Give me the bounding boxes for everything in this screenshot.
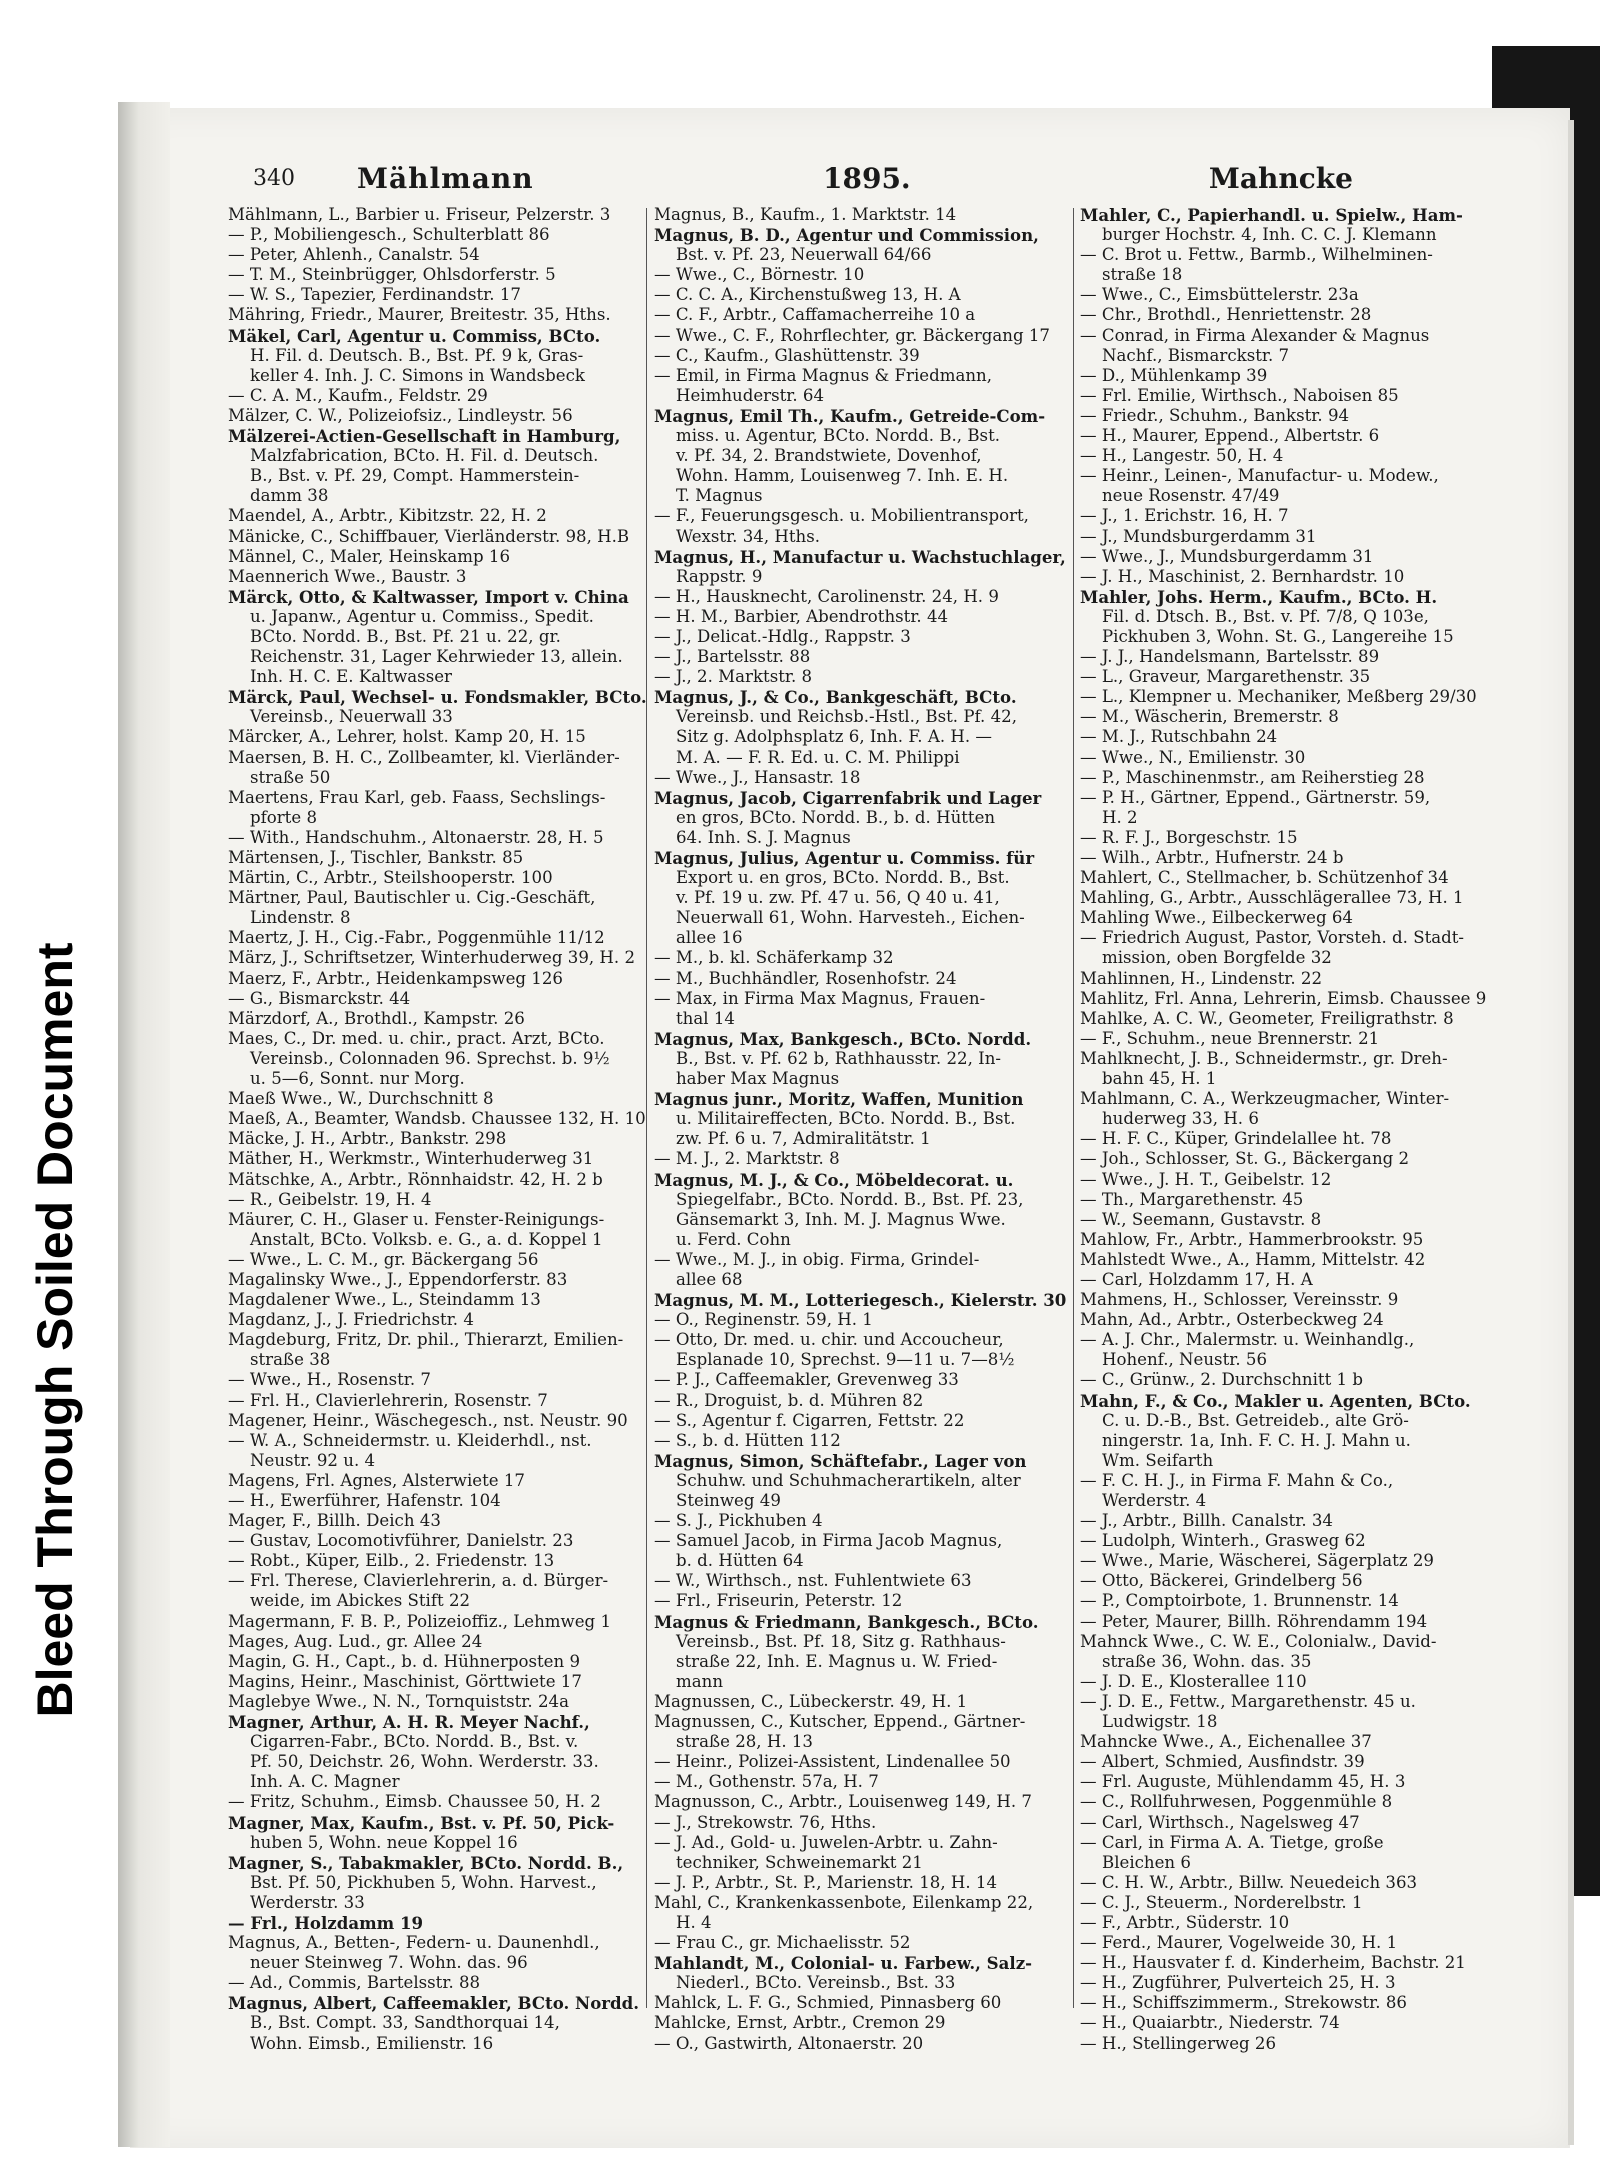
- directory-entry-line: Hohenf., Neustr. 56: [1102, 1350, 1268, 1370]
- directory-entry-line: Neustr. 92 u. 4: [250, 1450, 376, 1470]
- directory-entry-line: — H. M., Barbier, Abendrothstr. 44: [654, 606, 949, 626]
- directory-entry-line: Mäkel, Carl, Agentur u. Commiss, BCto.: [228, 325, 601, 346]
- directory-entry-line: straße 50: [250, 767, 331, 787]
- directory-entry-line: Magins, Heinr., Maschinist, Görttwiete 17: [228, 1671, 582, 1691]
- directory-entry-line: Anstalt, BCto. Volksb. e. G., a. d. Koppel 1: [250, 1229, 603, 1249]
- directory-entry-line: Pf. 50, Deichstr. 26, Wohn. Werderstr. 33.: [250, 1752, 599, 1772]
- directory-entry-line: Maerz, F., Arbtr., Heidenkampsweg 126: [228, 968, 563, 988]
- directory-entry-line: Mahler, C., Papierhandl. u. Spielw., Ham-: [1080, 205, 1463, 225]
- directory-entry-line: — M., Gothenstr. 57a, H. 7: [654, 1772, 879, 1792]
- directory-entry-line: straße 18: [1102, 265, 1183, 285]
- directory-entry-line: — F., Arbtr., Süderstr. 10: [1080, 1912, 1290, 1932]
- directory-entry-line: — Ferd., Maurer, Vogelweide 30, H. 1: [1080, 1933, 1398, 1953]
- directory-entry-line: — P., Maschinenmstr., am Reiherstieg 28: [1080, 767, 1425, 787]
- directory-column-2: [654, 205, 1072, 2054]
- directory-entry-line: haber Max Magnus: [676, 1069, 840, 1089]
- directory-entry-line: Magner, Arthur, A. H. R. Meyer Nachf.,: [228, 1712, 590, 1733]
- directory-entry-line: Lindenstr. 8: [250, 908, 351, 928]
- directory-entry-line: Wm. Seifarth: [1102, 1450, 1214, 1470]
- directory-entry-line: — Otto, Dr. med. u. chir. und Accoucheur,: [654, 1330, 1004, 1350]
- directory-entry-line: Magnus, B., Kaufm., 1. Marktstr. 14: [654, 205, 957, 224]
- directory-entry-line: — Wwe., C. F., Rohrflechter, gr. Bäckergang 17: [654, 325, 1050, 345]
- directory-entry-line: — Wwe., H., Rosenstr. 7: [228, 1370, 431, 1390]
- directory-entry-line: Maennerich Wwe., Baustr. 3: [228, 566, 467, 586]
- directory-entry-line: u. Ferd. Cohn: [676, 1229, 791, 1249]
- directory-entry-line: Wohn. Eimsb., Emilienstr. 16: [250, 2033, 494, 2053]
- directory-entry-line: — P. J., Caffeemakler, Grevenweg 33: [654, 1370, 959, 1390]
- directory-entry-line: M. A. — F. R. Ed. u. C. M. Philippi: [676, 747, 960, 767]
- directory-entry-line: Magnus & Friedmann, Bankgesch., BCto.: [654, 1611, 1039, 1632]
- page-header: [253, 160, 1353, 200]
- directory-entry-line: Nachf., Bismarckstr. 7: [1102, 345, 1290, 365]
- directory-entry-line: Rappstr. 9: [676, 566, 763, 586]
- directory-entry-line: Maeß Wwe., W., Durchschnitt 8: [228, 1089, 494, 1109]
- directory-entry-line: — M. J., Rutschbahn 24: [1080, 727, 1278, 747]
- directory-entry-line: H. 4: [676, 1912, 712, 1932]
- directory-entry-line: — J. J., Handelsmann, Bartelsstr. 89: [1080, 647, 1380, 667]
- directory-entry-line: — M., b. kl. Schäferkamp 32: [654, 948, 894, 968]
- directory-column-1: [228, 205, 658, 2054]
- directory-entry-line: — Frl., Friseurin, Peterstr. 12: [654, 1591, 903, 1611]
- directory-entry-line: — Frl. Auguste, Mühlendamm 45, H. 3: [1080, 1772, 1406, 1792]
- directory-entry-line: — C. H. W., Arbtr., Billw. Neuedeich 363: [1080, 1872, 1418, 1892]
- directory-entry-line: — G., Bismarckstr. 44: [228, 988, 411, 1008]
- directory-entry-line: — Frl., Holzdamm 19: [228, 1912, 424, 1933]
- directory-entry-line: Magnus, M. M., Lotteriegesch., Kielerstr. 30: [654, 1290, 1067, 1311]
- page-edge: [1568, 120, 1574, 2145]
- directory-entry-line: — Ludolph, Winterh., Grasweg 62: [1080, 1531, 1366, 1551]
- directory-entry-line: — R., Geibelstr. 19, H. 4: [228, 1189, 432, 1209]
- directory-entry-line: — Conrad, in Firma Alexander & Magnus: [1080, 325, 1430, 345]
- directory-entry-line: zw. Pf. 6 u. 7, Admiralitätstr. 1: [676, 1129, 931, 1149]
- directory-entry-line: — C. A. M., Kaufm., Feldstr. 29: [228, 385, 488, 405]
- directory-entry-line: — Albert, Schmied, Ausfindstr. 39: [1080, 1752, 1365, 1772]
- directory-entry-line: Magnus, Simon, Schäftefabr., Lager von: [654, 1450, 1027, 1471]
- directory-entry-line: Männel, C., Maler, Heinskamp 16: [228, 546, 511, 566]
- directory-entry-line: — H., Stellingerweg 26: [1080, 2033, 1277, 2053]
- directory-entry-line: — C., Rollfuhrwesen, Poggenmühle 8: [1080, 1792, 1393, 1812]
- directory-entry-line: v. Pf. 19 u. zw. Pf. 47 u. 56, Q 40 u. 41,: [676, 888, 1000, 908]
- directory-entry-line: Fil. d. Dtsch. B., Bst. v. Pf. 7/8, Q 103e,: [1102, 606, 1429, 626]
- directory-entry-line: H. Fil. d. Deutsch. B., Bst. Pf. 9 k, Gras-: [250, 345, 584, 365]
- directory-entry-line: Magnus, Max, Bankgesch., BCto. Nordd.: [654, 1028, 1032, 1049]
- directory-entry-line: — Carl, Holzdamm 17, H. A: [1080, 1269, 1313, 1289]
- directory-entry-line: Magermann, F. B. P., Polizeioffiz., Lehmweg 1: [228, 1611, 612, 1631]
- directory-entry-line: — W. S., Tapezier, Ferdinandstr. 17: [228, 285, 521, 305]
- directory-entry-line: Vereinsb. und Reichsb.-Hstl., Bst. Pf. 42,: [676, 707, 1017, 727]
- directory-entry-line: Gänsemarkt 3, Inh. M. J. Magnus Wwe.: [676, 1209, 1006, 1229]
- directory-entry-line: keller 4. Inh. J. C. Simons in Wandsbeck: [250, 365, 585, 385]
- directory-entry-line: — H., Quaiarbtr., Niederstr. 74: [1080, 2013, 1340, 2033]
- directory-entry-line: Spiegelfabr., BCto. Nordd. B., Bst. Pf. 23,: [676, 1189, 1024, 1209]
- directory-entry-line: Mahncke Wwe., A., Eichenallee 37: [1080, 1732, 1372, 1752]
- directory-entry-line: — C. C. A., Kirchenstußweg 13, H. A: [654, 285, 961, 305]
- directory-entry-line: Mätschke, A., Arbtr., Rönnhaidstr. 42, H. 2 b: [228, 1169, 603, 1189]
- directory-entry-line: Magnus, Emil Th., Kaufm., Getreide-Com-: [654, 405, 1046, 426]
- directory-entry-line: Mahlert, C., Stellmacher, b. Schützenhof 34: [1080, 868, 1449, 888]
- directory-entry-line: März, J., Schriftsetzer, Winterhuderweg 39, H. 2: [228, 948, 636, 968]
- directory-entry-line: straße 28, H. 13: [676, 1732, 813, 1752]
- directory-entry-line: v. Pf. 34, 2. Brandstwiete, Dovenhof,: [676, 446, 982, 466]
- directory-entry-line: u. Japanw., Agentur u. Commiss., Spedit.: [250, 606, 594, 626]
- directory-entry-line: — Frau C., gr. Michaelisstr. 52: [654, 1933, 911, 1953]
- left-catchword: Mählmann: [357, 162, 534, 195]
- directory-entry-line: Märtner, Paul, Bautischler u. Cig.-Geschäft,: [228, 888, 596, 908]
- directory-entry-line: — Friedr., Schuhm., Bankstr. 94: [1080, 405, 1350, 425]
- directory-entry-line: weide, im Abickes Stift 22: [250, 1591, 471, 1611]
- directory-entry-line: miss. u. Agentur, BCto. Nordd. B., Bst.: [676, 426, 1001, 446]
- directory-entry-line: — H. F. C., Küper, Grindelallee ht. 78: [1080, 1129, 1392, 1149]
- directory-entry-line: neuer Steinweg 7. Wohn. das. 96: [250, 1953, 528, 1973]
- directory-entry-line: straße 22, Inh. E. Magnus u. W. Fried-: [676, 1651, 998, 1671]
- directory-entry-line: burger Hochstr. 4, Inh. C. C. J. Klemann: [1102, 225, 1437, 245]
- directory-entry-line: — Wwe., N., Emilienstr. 30: [1080, 747, 1306, 767]
- directory-entry-line: — J., Bartelsstr. 88: [654, 647, 811, 667]
- directory-entry-line: — H., Ewerführer, Hafenstr. 104: [228, 1491, 501, 1510]
- directory-entry-line: Mählmann, L., Barbier u. Friseur, Pelzerstr. 3: [228, 205, 611, 224]
- directory-entry-line: — Frl. H., Clavierlehrerin, Rosenstr. 7: [228, 1390, 548, 1410]
- directory-entry-line: — J., Strekowstr. 76, Hths.: [654, 1812, 877, 1832]
- directory-entry-line: — Friedrich August, Pastor, Vorsteh. d. Stadt-: [1080, 928, 1465, 948]
- directory-entry-line: Neuerwall 61, Wohn. Harvesteh., Eichen-: [676, 908, 1025, 928]
- directory-entry-line: Magalinsky Wwe., J., Eppendorferstr. 83: [228, 1269, 568, 1289]
- directory-entry-line: Mahling Wwe., Eilbeckerweg 64: [1080, 908, 1353, 928]
- directory-entry-line: — J. D. E., Klosterallee 110: [1080, 1671, 1307, 1691]
- directory-entry-line: Mähring, Friedr., Maurer, Breitestr. 35, Hths.: [228, 305, 611, 325]
- directory-entry-line: Mänicke, C., Schiffbauer, Vierländerstr. 98, H.B: [228, 526, 630, 546]
- directory-entry-line: b. d. Hütten 64: [676, 1551, 804, 1571]
- directory-entry-line: — Gustav, Locomotivführer, Danielstr. 23: [228, 1531, 574, 1551]
- directory-entry-line: Magens, Frl. Agnes, Alsterwiete 17: [228, 1470, 525, 1490]
- directory-entry-line: — P., Comptoirbote, 1. Brunnenstr. 14: [1080, 1591, 1399, 1611]
- directory-entry-line: — Th., Margarethenstr. 45: [1080, 1189, 1304, 1209]
- directory-entry-line: — S., Agentur f. Cigarren, Fettstr. 22: [654, 1410, 965, 1430]
- directory-entry-line: — Heinr., Leinen-, Manufactur- u. Modew.,: [1080, 466, 1439, 486]
- directory-entry-line: allee 16: [676, 928, 743, 948]
- directory-entry-line: neue Rosenstr. 47/49: [1102, 486, 1280, 506]
- directory-entry-line: allee 68: [676, 1269, 743, 1289]
- directory-entry-line: — Wwe., M. J., in obig. Firma, Grindel-: [654, 1249, 980, 1269]
- directory-entry-line: Maes, C., Dr. med. u. chir., pract. Arzt, BCto.: [228, 1028, 605, 1048]
- directory-entry-line: Mahlandt, M., Colonial- u. Farbew., Salz-: [654, 1953, 1033, 1974]
- directory-entry-line: Pickhuben 3, Wohn. St. G., Langereihe 15: [1102, 626, 1454, 646]
- directory-entry-line: Niederl., BCto. Vereinsb., Bst. 33: [676, 1973, 956, 1993]
- directory-entry-line: Maeß, A., Beamter, Wandsb. Chaussee 132, H. 10: [228, 1109, 646, 1129]
- directory-entry-line: — M., Buchhändler, Rosenhofstr. 24: [654, 968, 957, 988]
- directory-entry-line: Mäurer, C. H., Glaser u. Fenster-Reinigungs-: [228, 1209, 605, 1229]
- directory-entry-line: Maglebye Wwe., N. N., Tornquiststr. 24a: [228, 1691, 569, 1711]
- directory-entry-line: — S. J., Pickhuben 4: [654, 1511, 823, 1531]
- directory-entry-line: Ludwigstr. 18: [1102, 1712, 1218, 1732]
- directory-entry-line: Inh. A. C. Magner: [250, 1772, 400, 1792]
- directory-entry-line: — J. Ad., Gold- u. Juwelen-Arbtr. u. Zahn-: [654, 1832, 998, 1852]
- directory-entry-line: Bleichen 6: [1102, 1852, 1191, 1872]
- directory-entry-line: — F., Schuhm., neue Brennerstr. 21: [1080, 1028, 1380, 1048]
- directory-entry-line: — Frl. Therese, Clavierlehrerin, a. d. Bürger-: [228, 1571, 609, 1591]
- directory-entry-line: Magnus, Jacob, Cigarrenfabrik und Lager: [654, 787, 1042, 808]
- directory-entry-line: u. Militaireffecten, BCto. Nordd. B., Bst.: [676, 1109, 1016, 1129]
- directory-entry-line: Mahlow, Fr., Arbtr., Hammerbrookstr. 95: [1080, 1229, 1424, 1249]
- directory-entry-line: Magener, Heinr., Wäschegesch., nst. Neustr. 90: [228, 1410, 628, 1430]
- directory-entry-line: — M. J., 2. Marktstr. 8: [654, 1149, 840, 1169]
- directory-entry-line: techniker, Schweinemarkt 21: [676, 1852, 923, 1872]
- directory-entry-line: Mager, F., Billh. Deich 43: [228, 1511, 441, 1531]
- directory-entry-line: — Emil, in Firma Magnus & Friedmann,: [654, 365, 992, 385]
- directory-entry-line: Mahlknecht, J. B., Schneidermstr., gr. Dreh-: [1080, 1048, 1448, 1068]
- directory-entry-line: — J. P., Arbtr., St. P., Marienstr. 18, H. 14: [654, 1872, 998, 1892]
- directory-entry-line: — D., Mühlenkamp 39: [1080, 365, 1268, 385]
- condition-stamp: [0, 0, 110, 1780]
- directory-entry-line: u. 5—6, Sonnt. nur Morg.: [250, 1069, 465, 1089]
- directory-entry-line: Märtin, C., Arbtr., Steilshooperstr. 100: [228, 868, 553, 888]
- directory-entry-line: damm 38: [250, 486, 329, 506]
- directory-entry-line: — Wwe., J., Hansastr. 18: [654, 767, 861, 787]
- directory-entry-line: Magdanz, J., J. Friedrichstr. 4: [228, 1310, 474, 1330]
- directory-entry-line: — Wwe., C., Eimsbüttelerstr. 23a: [1080, 285, 1359, 305]
- directory-entry-line: — H., Hausknecht, Carolinenstr. 24, H. 9: [654, 586, 999, 606]
- directory-entry-line: C. u. D.-B., Bst. Getreideb., alte Grö-: [1102, 1410, 1409, 1430]
- directory-entry-line: Mahling, G., Arbtr., Ausschlägerallee 73, H. 1: [1080, 888, 1464, 908]
- directory-entry-line: bahn 45, H. 1: [1102, 1069, 1217, 1089]
- directory-entry-line: pforte 8: [250, 807, 318, 827]
- directory-entry-line: — J., Arbtr., Billh. Canalstr. 34: [1080, 1511, 1333, 1531]
- directory-entry-line: Märzdorf, A., Brothdl., Kampstr. 26: [228, 1008, 525, 1028]
- directory-entry-line: — W., Wirthsch., nst. Fuhlentwiete 63: [654, 1571, 972, 1591]
- directory-entry-line: Mahlinnen, H., Lindenstr. 22: [1080, 968, 1323, 988]
- directory-entry-line: Vereinsb., Neuerwall 33: [250, 707, 453, 727]
- directory-entry-line: Mahlmann, C. A., Werkzeugmacher, Winter-: [1080, 1089, 1450, 1109]
- directory-entry-line: — Chr., Brothdl., Henriettenstr. 28: [1080, 305, 1372, 325]
- directory-entry-line: — R. F. J., Borgeschstr. 15: [1080, 827, 1298, 847]
- directory-entry-line: — Robt., Küper, Eilb., 2. Friedenstr. 13: [228, 1551, 555, 1571]
- directory-entry-line: Maertz, J. H., Cig.-Fabr., Poggenmühle 11/12: [228, 928, 605, 948]
- directory-entry-line: Magnus, M. J., & Co., Möbeldecorat. u.: [654, 1169, 1014, 1190]
- directory-entry-line: Magdeburg, Fritz, Dr. phil., Thierarzt, Emilien-: [228, 1330, 624, 1350]
- directory-entry-line: ningerstr. 1a, Inh. F. C. H. J. Mahn u.: [1102, 1430, 1411, 1450]
- directory-entry-line: Steinweg 49: [676, 1491, 781, 1510]
- directory-entry-line: — W. A., Schneidermstr. u. Kleiderhdl., nst.: [228, 1430, 592, 1450]
- directory-entry-line: Magnus, Julius, Agentur u. Commiss. für: [654, 848, 1035, 868]
- directory-entry-line: Magner, Max, Kaufm., Bst. v. Pf. 50, Pick-: [228, 1812, 615, 1833]
- directory-entry-line: — Heinr., Polizei-Assistent, Lindenallee 50: [654, 1752, 1011, 1772]
- directory-entry-line: Bst. Pf. 50, Pickhuben 5, Wohn. Harvest.,: [250, 1872, 597, 1892]
- directory-entry-line: Mahn, Ad., Arbtr., Osterbeckweg 24: [1080, 1310, 1384, 1330]
- directory-entry-line: — F. C. H. J., in Firma F. Mahn & Co.,: [1080, 1470, 1394, 1490]
- directory-entry-line: — Fritz, Schuhm., Eimsb. Chaussee 50, H. 2: [228, 1792, 601, 1812]
- directory-entry-line: — H., Zugführer, Pulverteich 25, H. 3: [1080, 1973, 1396, 1993]
- directory-entry-line: Wohn. Hamm, Louisenweg 7. Inh. E. H.: [676, 466, 1009, 486]
- directory-entry-line: Maendel, A., Arbtr., Kibitzstr. 22, H. 2: [228, 506, 547, 526]
- directory-entry-line: — T. M., Steinbrügger, Ohlsdorferstr. 5: [228, 265, 556, 285]
- directory-entry-line: Mahlcke, Ernst, Arbtr., Cremon 29: [654, 2013, 946, 2033]
- directory-entry-line: Mahler, Johs. Herm., Kaufm., BCto. H.: [1080, 586, 1438, 607]
- directory-entry-line: 64. Inh. S. J. Magnus: [676, 827, 851, 847]
- directory-entry-line: en gros, BCto. Nordd. B., b. d. Hütten: [676, 807, 996, 827]
- directory-entry-line: straße 36, Wohn. das. 35: [1102, 1651, 1312, 1671]
- directory-entry-line: Heimhuderstr. 64: [676, 385, 825, 405]
- directory-entry-line: Magin, G. H., Capt., b. d. Hühnerposten 9: [228, 1651, 581, 1671]
- directory-entry-line: — Max, in Firma Max Magnus, Frauen-: [654, 988, 986, 1008]
- directory-entry-line: — P. H., Gärtner, Eppend., Gärtnerstr. 59,: [1080, 787, 1431, 807]
- book-binding: [118, 102, 170, 2147]
- directory-entry-line: Magdalener Wwe., L., Steindamm 13: [228, 1290, 541, 1310]
- directory-entry-line: straße 38: [250, 1350, 331, 1370]
- directory-entry-line: — F., Feuerungsgesch. u. Mobilientransport,: [654, 506, 1029, 526]
- directory-entry-line: Maersen, B. H. C., Zollbeamter, kl. Vierländer-: [228, 747, 620, 767]
- directory-entry-line: Märtensen, J., Tischler, Bankstr. 85: [228, 848, 524, 867]
- directory-column-3: [1080, 205, 1506, 2054]
- directory-entry-line: Mahlstedt Wwe., A., Hamm, Mittelstr. 42: [1080, 1249, 1426, 1269]
- directory-entry-line: mission, oben Borgfelde 32: [1102, 948, 1332, 968]
- directory-entry-line: Magnus, B. D., Agentur und Commission,: [654, 225, 1039, 246]
- directory-entry-line: — Wwe., Marie, Wäscherei, Sägerplatz 29: [1080, 1551, 1434, 1571]
- directory-entry-line: — A. J. Chr., Malermstr. u. Weinhandlg.,: [1080, 1330, 1415, 1350]
- directory-entry-line: — Carl, in Firma A. A. Tietge, große: [1080, 1832, 1384, 1852]
- directory-entry-line: Schuhw. und Schuhmacherartikeln, alter: [676, 1470, 1021, 1490]
- directory-entry-line: Inh. H. C. E. Kaltwasser: [250, 667, 452, 687]
- directory-entry-line: — Peter, Maurer, Billh. Röhrendamm 194: [1080, 1611, 1428, 1631]
- directory-entry-line: — W., Seemann, Gustavstr. 8: [1080, 1209, 1322, 1229]
- directory-entry-line: huderweg 33, H. 6: [1102, 1109, 1259, 1129]
- directory-entry-line: Magnus, H., Manufactur u. Wachstuchlager,: [654, 546, 1066, 567]
- directory-entry-line: Sitz g. Adolphsplatz 6, Inh. F. A. H. —: [676, 727, 992, 747]
- directory-entry-line: Mälzer, C. W., Polizeiofsiz., Lindleystr. 56: [228, 405, 573, 425]
- directory-entry-line: Vereinsb., Colonnaden 96. Sprechst. b. 9½: [250, 1048, 610, 1068]
- directory-entry-line: Mahmens, H., Schlosser, Vereinsstr. 9: [1080, 1290, 1399, 1310]
- directory-entry-line: — J., Mundsburgerdamm 31: [1080, 526, 1317, 546]
- directory-entry-line: Magnussen, C., Lübeckerstr. 49, H. 1: [654, 1691, 968, 1711]
- directory-entry-line: Reichenstr. 31, Lager Kehrwieder 13, allein.: [250, 647, 623, 667]
- directory-entry-line: Mahlck, L. F. G., Schmied, Pinnasberg 60: [654, 1993, 1002, 2013]
- directory-entry-line: — H., Hausvater f. d. Kinderheim, Bachstr. 21: [1080, 1953, 1466, 1973]
- directory-entry-line: Magnusson, C., Arbtr., Louisenweg 149, H. 7: [654, 1792, 1032, 1812]
- directory-entry-line: Vereinsb., Bst. Pf. 18, Sitz g. Rathhaus-: [676, 1631, 1006, 1651]
- directory-entry-line: — C. J., Steuerm., Norderelbstr. 1: [1080, 1892, 1363, 1912]
- directory-entry-line: Export u. en gros, BCto. Nordd. B., Bst.: [676, 868, 1010, 888]
- directory-entry-line: — Joh., Schlosser, St. G., Bäckergang 2: [1080, 1149, 1410, 1169]
- condition-stamp-text: Bleed Through Soiled Document: [27, 942, 83, 1718]
- directory-entry-line: Mahn, F., & Co., Makler u. Agenten, BCto.: [1080, 1390, 1471, 1411]
- directory-entry-line: Mäther, H., Werkmstr., Winterhuderweg 31: [228, 1149, 594, 1169]
- directory-entry-line: Bst. v. Pf. 23, Neuerwall 64/66: [676, 245, 932, 265]
- directory-entry-line: Magnus, J., & Co., Bankgeschäft, BCto.: [654, 687, 1017, 708]
- directory-entry-line: — Carl, Wirthsch., Nagelsweg 47: [1080, 1812, 1360, 1832]
- directory-entry-line: — C., Kaufm., Glashüttenstr. 39: [654, 345, 920, 365]
- directory-entry-line: — With., Handschuhm., Altonaerstr. 28, H. 5: [228, 827, 604, 847]
- directory-entry-line: Mahlitz, Frl. Anna, Lehrerin, Eimsb. Chaussee 9: [1080, 988, 1487, 1008]
- directory-entry-line: Mahl, C., Krankenkassenbote, Eilenkamp 22,: [654, 1892, 1034, 1912]
- directory-entry-line: — Frl. Emilie, Wirthsch., Naboisen 85: [1080, 385, 1399, 405]
- directory-entry-line: Magnussen, C., Kutscher, Eppend., Gärtner-: [654, 1712, 1026, 1732]
- directory-entry-line: — Wwe., C., Börnestr. 10: [654, 265, 865, 285]
- directory-entry-line: — Wilh., Arbtr., Hufnerstr. 24 b: [1080, 848, 1344, 867]
- directory-entry-line: mann: [676, 1671, 724, 1691]
- page-number: 340: [253, 166, 295, 191]
- directory-entry-line: BCto. Nordd. B., Bst. Pf. 21 u. 22, gr.: [250, 626, 561, 646]
- directory-entry-line: Mahnck Wwe., C. W. E., Colonialw., David-: [1080, 1631, 1437, 1651]
- directory-entry-line: — J., Delicat.-Hdlg., Rappstr. 3: [654, 626, 911, 646]
- directory-entry-line: — Peter, Ahlenh., Canalstr. 54: [228, 245, 480, 265]
- directory-entry-line: — Ad., Commis, Bartelsstr. 88: [228, 1973, 481, 1993]
- directory-entry-line: Märck, Paul, Wechsel- u. Fondsmakler, BCto.: [228, 687, 647, 708]
- directory-entry-line: Magnus junr., Moritz, Waffen, Munition: [654, 1089, 1024, 1110]
- directory-entry-line: thal 14: [676, 1008, 735, 1028]
- directory-entry-line: — H., Langestr. 50, H. 4: [1080, 446, 1284, 466]
- directory-entry-line: — J. H., Maschinist, 2. Bernhardstr. 10: [1080, 566, 1405, 586]
- directory-entry-line: — Samuel Jacob, in Firma Jacob Magnus,: [654, 1531, 1003, 1551]
- directory-entry-line: huben 5, Wohn. neue Koppel 16: [250, 1832, 518, 1852]
- directory-entry-line: Werderstr. 33: [250, 1892, 365, 1912]
- directory-entry-line: — Wwe., L. C. M., gr. Bäckergang 56: [228, 1249, 539, 1269]
- directory-entry-line: T. Magnus: [676, 486, 763, 506]
- directory-entry-line: Magnus, Albert, Caffeemakler, BCto. Nordd.: [228, 1993, 639, 2014]
- directory-entry-line: B., Bst. Compt. 33, Sandthorquai 14,: [250, 2013, 560, 2033]
- directory-entry-line: — Wwe., J., Mundsburgerdamm 31: [1080, 546, 1374, 566]
- directory-entry-line: B., Bst. v. Pf. 29, Compt. Hammerstein-: [250, 466, 580, 486]
- directory-entry-line: — J. D. E., Fettw., Margarethenstr. 45 u.: [1080, 1691, 1416, 1711]
- directory-entry-line: Maertens, Frau Karl, geb. Faass, Sechslings-: [228, 787, 606, 807]
- directory-entry-line: — P., Mobiliengesch., Schulterblatt 86: [228, 225, 550, 245]
- directory-entry-line: — J., 1. Erichstr. 16, H. 7: [1080, 506, 1289, 526]
- directory-entry-line: Esplanade 10, Sprechst. 9—11 u. 7—8½: [676, 1350, 1015, 1370]
- directory-entry-line: — M., Wäscherin, Bremerstr. 8: [1080, 707, 1339, 727]
- directory-entry-line: — R., Droguist, b. d. Mühren 82: [654, 1390, 924, 1410]
- directory-entry-line: Magnus, A., Betten-, Federn- u. Daunenhdl.,: [228, 1933, 600, 1953]
- directory-entry-line: — O., Reginenstr. 59, H. 1: [654, 1310, 873, 1330]
- column-rule: [1073, 208, 1074, 2008]
- directory-entry-line: — L., Klempner u. Mechaniker, Meßberg 29/30: [1080, 687, 1477, 707]
- directory-entry-line: Märck, Otto, & Kaltwasser, Import v. China: [228, 586, 629, 607]
- directory-entry-line: — S., b. d. Hütten 112: [654, 1430, 841, 1450]
- directory-entry-line: Mälzerei-Actien-Gesellschaft in Hamburg,: [228, 426, 621, 447]
- directory-entry-line: Märcker, A., Lehrer, holst. Kamp 20, H. 15: [228, 727, 586, 747]
- directory-entry-line: Wexstr. 34, Hths.: [676, 526, 821, 546]
- directory-entry-line: — Otto, Bäckerei, Grindelberg 56: [1080, 1571, 1363, 1591]
- directory-entry-line: — C., Grünw., 2. Durchschnitt 1 b: [1080, 1370, 1363, 1390]
- directory-entry-line: Magner, S., Tabakmakler, BCto. Nordd. B.,: [228, 1852, 624, 1873]
- directory-entry-line: — C. F., Arbtr., Caffamacherreihe 10 a: [654, 305, 976, 325]
- page-year: 1895.: [823, 162, 911, 195]
- directory-entry-line: — Wwe., J. H. T., Geibelstr. 12: [1080, 1169, 1332, 1189]
- directory-entry-line: — O., Gastwirth, Altonaerstr. 20: [654, 2033, 924, 2053]
- directory-entry-line: — H., Maurer, Eppend., Albertstr. 6: [1080, 426, 1380, 446]
- directory-entry-line: Malzfabrication, BCto. H. Fil. d. Deutsch.: [250, 446, 599, 466]
- directory-entry-line: — J., 2. Marktstr. 8: [654, 667, 813, 687]
- directory-entry-line: — H., Schiffszimmerm., Strekowstr. 86: [1080, 1993, 1407, 2013]
- directory-entry-line: — L., Graveur, Margarethenstr. 35: [1080, 667, 1371, 687]
- directory-entry-line: H. 2: [1102, 807, 1138, 827]
- directory-entry-line: Cigarren-Fabr., BCto. Nordd. B., Bst. v.: [250, 1732, 579, 1752]
- right-catchword: Mahncke: [1208, 162, 1353, 195]
- directory-entry-line: Werderstr. 4: [1102, 1491, 1207, 1510]
- directory-entry-line: Mages, Aug. Lud., gr. Allee 24: [228, 1631, 483, 1651]
- directory-entry-line: — C. Brot u. Fettw., Barmb., Wilhelminen-: [1080, 245, 1433, 265]
- directory-entry-line: Mahlke, A. C. W., Geometer, Freiligrathstr. 8: [1080, 1008, 1454, 1028]
- directory-entry-line: B., Bst. v. Pf. 62 b, Rathhausstr. 22, In-: [676, 1048, 1001, 1068]
- directory-entry-line: Mäcke, J. H., Arbtr., Bankstr. 298: [228, 1129, 507, 1149]
